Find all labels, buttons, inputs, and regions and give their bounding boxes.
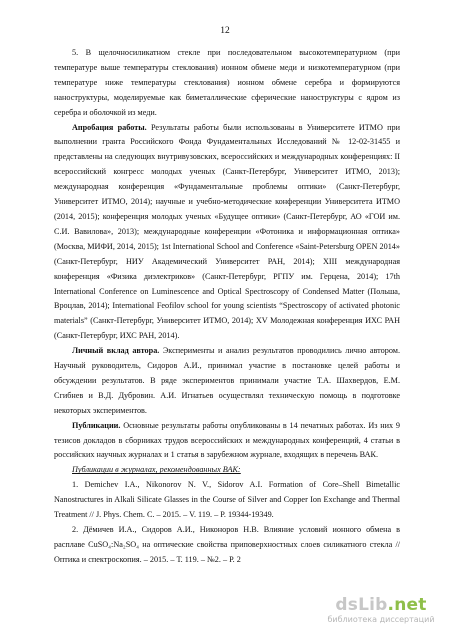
personal-contribution-text: Эксперименты и анализ результатов проводились лично автором. Научный руководитель, Сидоров А.И., принимал участие в постановке целей работы и обсуждении результатов. В ряде экспериментов принимали участие Т.А. Шахвердов, Е.М. Сгибнев и В.Д. Дубровин. А.И. Игнатьев осуществлял техническую помощь в подготовке некоторых экспериментов. <box>54 346 401 415</box>
paragraph-personal-contribution <box>54 344 400 419</box>
personal-contribution-heading: Личный вклад автора. <box>72 346 160 356</box>
page-number: 12 <box>220 26 230 36</box>
reference-1: 1. Demichev I.A., Nikonorov N. V., Sidorov A.I. Formation of Core–Shell Bimetallic Nanostructures in Alkali Silicate Glasses in the Course of Silver and Copper Ion Exchange and Thermal Treatment // J. Phys. Chem. C. – 2015. – V. 119. – P. 19344-19349. <box>54 480 400 520</box>
paragraph-conclusion-5: 5. В щелочносиликатном стекле при последовательном высокотемпературном (при температуре выше температуры стеклования) ионном обмене меди и низкотемпературном (при температуре ниже температуры стеклования) ионном обмене серебра и формируются наноструктуры, моделируемые как биметаллические сферические наноструктуры с ядром из серебра и оболочкой из меди. <box>54 48 400 117</box>
publications-text: Основные результаты работы опубликованы в 14 печатных работах. Из них 9 тезисов докладов в сборниках трудов всероссийских и международных конференций, 4 статьи в российских научных журналах и 1 статья в зарубежном журнале, входящих в перечень ВАК. <box>54 420 400 460</box>
dslib-watermark <box>326 595 436 629</box>
paragraph-publications <box>54 419 400 464</box>
paragraph-approbation <box>54 121 400 345</box>
dslib-logo <box>326 595 436 615</box>
publications-heading: Публикации. <box>72 420 121 430</box>
approbation-heading: Апробация работы. <box>72 122 147 132</box>
document-body <box>54 46 400 568</box>
approbation-text: Результаты работы были использованы в Университете ИТМО при выполнении гранта Российского Фонда Фундаментальных Исследований № 12-02-31455 и представлены на следующих внутривузовских, всероссийских и международных конференциях: II всероссийский конгресс молодых ученых (Санкт-Петербург, Университет ИТМО, 2013); международная конференция «Фундаментальные проблемы оптики» (Санкт-Петербург, Университет ИТМО, 2014); научные и учебно-методические конференции Университета ИТМО (2014, 2015); конференция молодых ученых «Будущее оптики» (Санкт-Петербург, АО «ГОИ им. С.И. Вавилова», 2013); международные конференции «Фотоника и информационная оптика» (Москва, МИФИ, 2014, 2015); 1st International School and Conference «Saint-Petersburg OPEN 2014» (Санкт-Петербург, НИУ Академический Университет РАН, 2014); XIII международная конференция «Физика диэлектриков» (Санкт-Петербург, РГПУ им. Герцена, 2014); 17th International Conference on Luminescence and Optical Spectroscopy of Condensed Matter (Польша, Вроцлав, 2014); International Feofilov school for young scientists “Spectroscopy of activated photonic materials” (Санкт-Петербург, Университет ИТМО, 2014); XV Молодежная конференция ИХС РАН (Санкт-Петербург, ИХС РАН, 2014). <box>54 122 400 341</box>
vak-publications-heading <box>54 463 400 478</box>
logo-suffix: .net <box>387 595 427 615</box>
reference-2: 2. Дёмичев И.А., Сидоров А.И., Никоноров Н.В. Влияние условий ионного обмена в расплаве CuSO₄:Na₂SO₄ на оптические свойства приповерхностных слоев силикатного стекла // Оптика и спектроскопия. – 2015. – Т. 119. – №2. – Р. 2 <box>54 525 400 564</box>
logo-main: dsLib <box>335 595 388 615</box>
watermark-subtitle: библиотека диссертаций <box>327 615 435 624</box>
vak-heading-text: Публикации в журналах, рекомендованных ВАК: <box>72 465 241 475</box>
